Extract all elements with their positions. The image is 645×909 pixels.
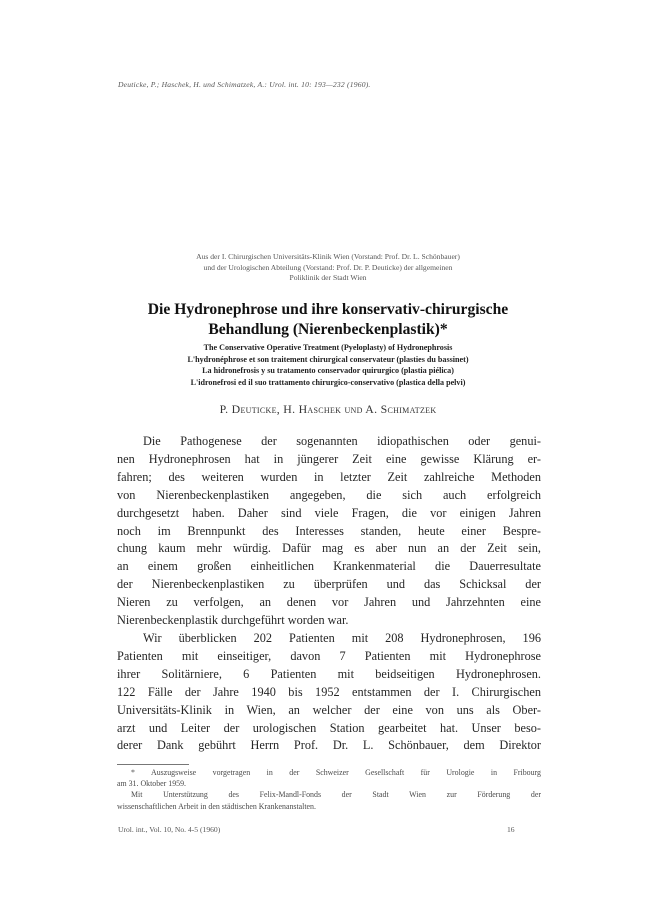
footnote-line: * Auszugsweise vorgetragen in der Schweizer Gesellschaft für Urologie in Fribourg [131,768,541,777]
body-line: fahren; des weiteren wurden in letzter Zeit zahlreiche Methoden [117,469,541,484]
affiliation-line: Aus der I. Chirurgischen Universitäts-Klinik Wien (Vorstand: Prof. Dr. L. Schönbauer) [196,252,460,261]
body-line: derer Dank gebührt Herrn Prof. Dr. L. Schönbauer, dem Direktor [117,738,541,753]
affiliation-line: und der Urologischen Abteilung (Vorstand: Prof. Dr. P. Deuticke) der allgemeinen [203,262,453,272]
page-number: 16 [507,825,515,834]
body-line: Patienten mit einseitiger, davon 7 Patienten mit Hydronephrose [117,648,541,663]
body-line: ihrer Solitärniere, 6 Patienten mit beidseitigen Hydronephrosen. [117,666,541,681]
running-head: Deuticke, P.; Haschek, H. und Schimatzek, A.: Urol. int. 10: 193—232 (1960). [118,80,371,89]
translation-french: L'hydronéphrose et son traitement chirurgical conservateur (plasties du bassinet) [187,354,469,364]
title-line: Behandlung (Nierenbeckenplastik)* [208,321,448,338]
body-text [117,433,541,755]
authors: P. Deuticke, H. Haschek und A. Schimatzek [219,402,437,416]
title-translations [100,342,556,388]
body-line: Wir überblicken 202 Patienten mit 208 Hydronephrosen, 196 [143,630,541,645]
body-line: chung kaum mehr würdig. Dafür mag es aber nun an der Zeit sein, [117,541,541,556]
translation-english: The Conservative Operative Treatment (Pyeloplasty) of Hydronephrosis [203,343,453,352]
body-line: noch im Brennpunkt des Interesses standen, heute einer Bespre- [117,523,541,538]
body-line: 122 Fälle der Jahre 1940 bis 1952 entstammen der I. Chirurgischen [117,684,541,699]
body-line: an einem großen einheitlichen Krankenmaterial die Dauerresultate [117,559,541,574]
footnote-line: Mit Unterstützung des Felix-Mandl-Fonds der Stadt Wien zur Förderung der [131,790,541,800]
body-line: Nieren zu verfolgen, an denen vor Jahren und Jahrzehnten eine [117,595,541,610]
body-line: durchgesetzt haben. Daher sind viele Fragen, die vor einigen Jahren [117,505,541,520]
footnote-line: am 31. Oktober 1959. [117,779,187,789]
title-line: Die Hydronephrose und ihre konservativ-chirurgische [147,301,509,318]
body-line: von Nierenbeckenplastiken angegeben, die sich auch erfolgreich [117,487,541,502]
translation-spanish: La hidronefrosis y su tratamento conservador quirurgico (plastia piélica) [202,366,454,376]
affiliation-line: Poliklinik der Stadt Wien [289,273,367,282]
article-title [100,300,556,340]
affiliation [112,252,544,284]
body-line: der Nierenbeckenplastiken zu überprüfen und das Schicksal der [117,577,541,592]
footnote-line: wissenschaftlichen Arbeit in den städtischen Krankenanstalten. [117,801,316,811]
body-line: arzt und Leiter der urologischen Station gearbeitet hat. Unser beso- [117,720,541,735]
translation-italian: L'idronefrosi ed il suo trattamento chirurgico-conservativo (plastica della pelvi) [190,377,466,387]
body-line: Universitäts-Klinik in Wien, an welcher der eine von uns als Ober- [117,702,541,717]
body-line: Die Pathogenese der sogenannten idiopathischen oder genui- [143,434,541,448]
body-line: Nierenbeckenplastik durchgeführt worden war. [117,613,349,628]
footnote-divider [117,764,189,765]
footnotes [117,767,541,812]
body-line: nen Hydronephrosen hat in jüngerer Zeit eine gewisse Klärung er- [117,451,541,466]
journal-footer: Urol. int., Vol. 10, No. 4-5 (1960) [118,825,221,834]
